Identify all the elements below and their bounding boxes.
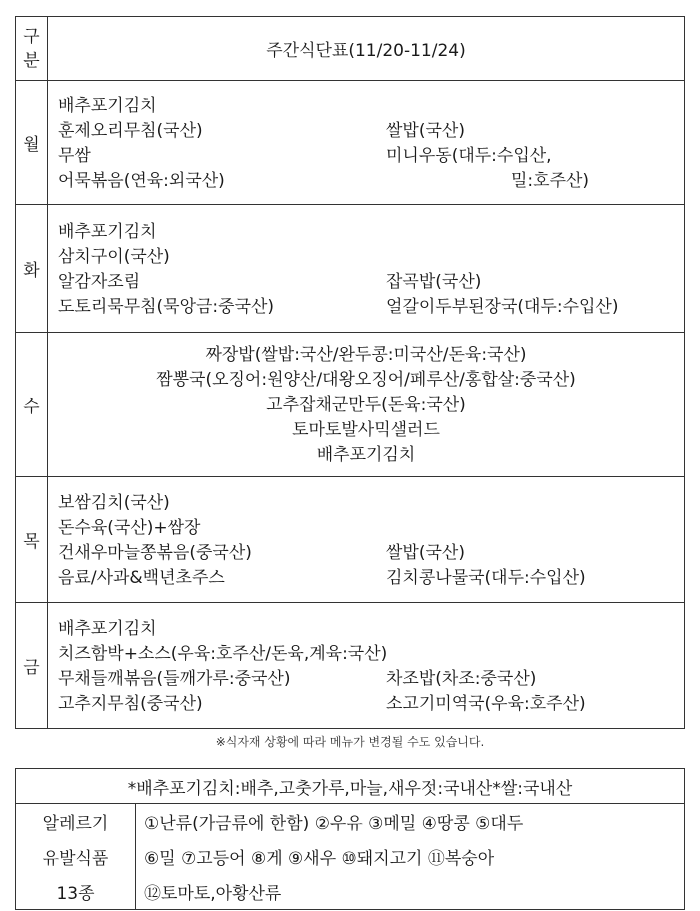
menu-item: 무쌈 bbox=[58, 145, 91, 166]
menu-item: 짬뽕국(오징어:원양산/대왕오징어/페루산/홍합살:중국산) bbox=[156, 370, 576, 390]
allergy-row bbox=[16, 839, 685, 874]
menu-line bbox=[58, 516, 674, 541]
menu-item: 잡곡밥(국산) bbox=[386, 271, 482, 292]
menu-cell-wed bbox=[48, 333, 685, 477]
menu-line bbox=[58, 692, 674, 717]
menu-item: 배추포기김치 bbox=[58, 221, 157, 242]
menu-item: 쌀밥(국산) bbox=[386, 542, 465, 563]
menu-line bbox=[58, 169, 674, 194]
category-label-2: 분 bbox=[23, 50, 40, 71]
day-label-fri: 금 bbox=[16, 603, 48, 729]
day-label-wed: 수 bbox=[16, 333, 48, 477]
menu-line bbox=[58, 94, 674, 119]
allergy-label-line: 알레르기 bbox=[16, 804, 136, 840]
menu-item: 밀:호주산) bbox=[511, 170, 590, 191]
menu-item: 고추지무침(중국산) bbox=[58, 693, 203, 714]
menu-line bbox=[58, 617, 674, 642]
allergy-label-line: 13종 bbox=[16, 874, 136, 910]
allergy-table bbox=[15, 768, 685, 910]
menu-change-notice: ※식자재 상황에 따라 메뉴가 변경될 수도 있습니다. bbox=[215, 735, 485, 749]
allergy-list-line: ⑫토마토,아황산류 bbox=[136, 874, 685, 910]
menu-line bbox=[58, 295, 674, 320]
day-row-wed bbox=[16, 333, 685, 477]
day-label-tue: 화 bbox=[16, 205, 48, 333]
day-label-mon: 월 bbox=[16, 81, 48, 205]
day-row-tue bbox=[16, 205, 685, 333]
day-label-thu: 목 bbox=[16, 477, 48, 603]
menu-line bbox=[58, 642, 674, 667]
menu-item: 건새우마늘쫑볶음(중국산) bbox=[58, 542, 252, 563]
origin-row bbox=[16, 769, 685, 804]
menu-line bbox=[58, 270, 674, 295]
allergy-label-line: 유발식품 bbox=[16, 839, 136, 874]
origin-info: *배추포기김치:배추,고춧가루,마늘,새우젓:국내산*쌀:국내산 bbox=[16, 769, 685, 804]
menu-item: 김치콩나물국(대두:수입산) bbox=[386, 567, 586, 588]
menu-item: 음료/사과&백년초주스 bbox=[58, 567, 225, 588]
menu-line bbox=[58, 491, 674, 516]
menu-item: 알감자조림 bbox=[58, 271, 141, 292]
header-row bbox=[16, 17, 685, 81]
menu-item: 고추잡채군만두(돈육:국산) bbox=[266, 395, 466, 415]
menu-line bbox=[58, 119, 674, 144]
menu-item: 어묵볶음(연육:외국산) bbox=[58, 170, 225, 191]
menu-item: 도토리묵무침(묵앙금:중국산) bbox=[58, 296, 275, 317]
menu-line bbox=[58, 667, 674, 692]
menu-item: 짜장밥(쌀밥:국산/완두콩:미국산/돈육:국산) bbox=[205, 345, 527, 365]
day-row-mon bbox=[16, 81, 685, 205]
menu-cell-tue bbox=[48, 205, 685, 333]
menu-item: 소고기미역국(우육:호주산) bbox=[386, 693, 586, 714]
menu-line bbox=[58, 144, 674, 169]
day-row-thu bbox=[16, 477, 685, 603]
menu-item: 배추포기김치 bbox=[58, 95, 157, 116]
menu-item: 얼갈이두부된장국(대두:수입산) bbox=[386, 296, 619, 317]
category-header-cell bbox=[16, 17, 48, 81]
menu-item: 치즈함박+소스(우육:호주산/돈육,계육:국산) bbox=[58, 643, 388, 664]
allergy-list-line: ⑥밀 ⑦고등어 ⑧게 ⑨새우 ⑩돼지고기 ⑪복숭아 bbox=[136, 839, 685, 874]
weekly-menu-table bbox=[15, 16, 685, 729]
menu-line bbox=[58, 245, 674, 270]
allergy-row bbox=[16, 804, 685, 840]
allergy-row bbox=[16, 874, 685, 910]
day-row-fri bbox=[16, 603, 685, 729]
menu-item: 배추포기김치 bbox=[316, 445, 416, 465]
menu-line bbox=[58, 220, 674, 245]
menu-cell-mon bbox=[48, 81, 685, 205]
menu-line bbox=[58, 566, 674, 591]
menu-item: 보쌈김치(국산) bbox=[58, 492, 170, 513]
allergy-list-line: ①난류(가금류에 한함) ②우유 ③메밀 ④땅콩 ⑤대두 bbox=[136, 804, 685, 840]
menu-item: 미니우동(대두:수입산, bbox=[386, 145, 552, 166]
menu-line bbox=[58, 541, 674, 566]
menu-item: 삼치구이(국산) bbox=[58, 246, 170, 267]
menu-cell-fri bbox=[48, 603, 685, 729]
menu-title: 주간식단표(11/20-11/24) bbox=[48, 17, 685, 81]
menu-item: 배추포기김치 bbox=[58, 618, 157, 639]
menu-cell-thu bbox=[48, 477, 685, 603]
menu-item: 토마토발사믹샐러드 bbox=[292, 420, 440, 440]
menu-item: 차조밥(차조:중국산) bbox=[386, 668, 537, 689]
menu-item: 무채들깨볶음(들깨가루:중국산) bbox=[58, 668, 291, 689]
menu-item: 훈제오리무침(국산) bbox=[58, 120, 203, 141]
category-label-1: 구 bbox=[23, 26, 40, 47]
menu-item: 돈수육(국산)+쌈장 bbox=[58, 517, 201, 538]
menu-item: 쌀밥(국산) bbox=[386, 120, 465, 141]
